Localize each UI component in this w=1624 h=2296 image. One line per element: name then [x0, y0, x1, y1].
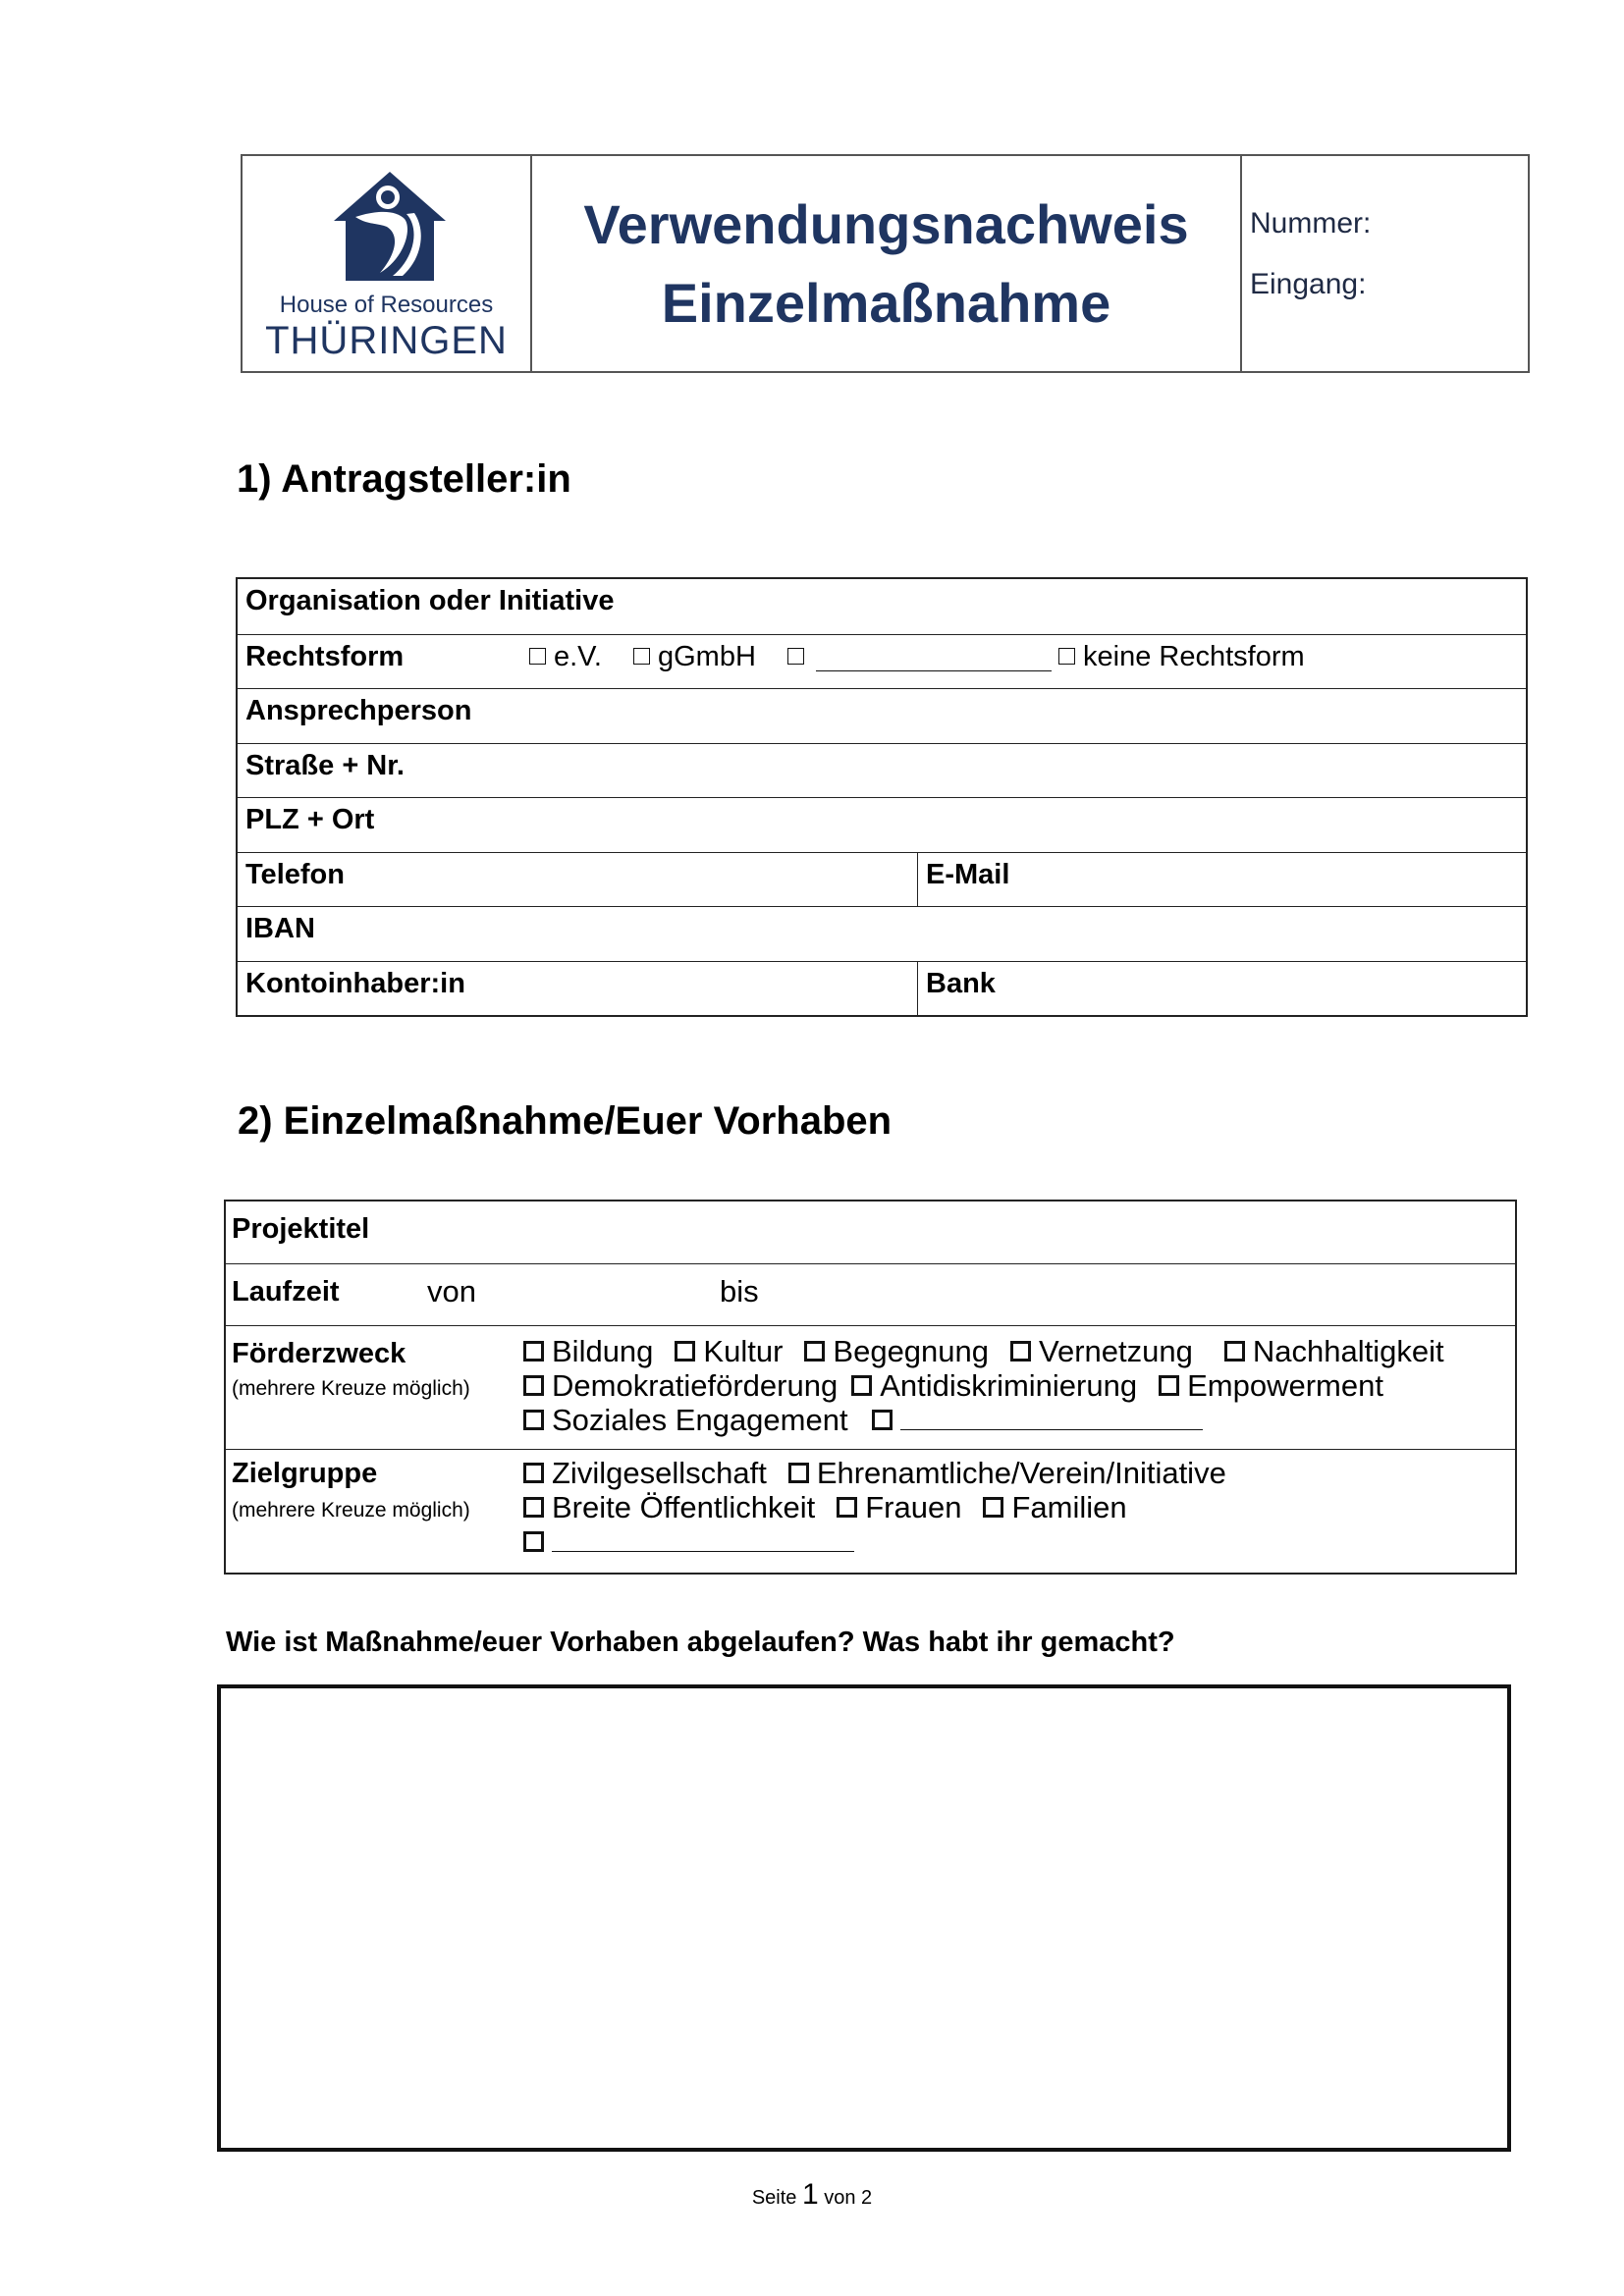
question-text: Wie ist Maßnahme/euer Vorhaben abgelaufen? Was habt ihr gemacht?: [226, 1627, 1175, 1658]
target-option-frauen[interactable]: Frauen: [837, 1490, 961, 1524]
document-title-line1: Verwendungsnachweis: [583, 193, 1189, 255]
footer-prefix: Seite: [751, 2187, 797, 2209]
iban-row[interactable]: [238, 906, 1526, 961]
meta-cell: [1242, 156, 1528, 371]
checkbox-icon[interactable]: [523, 1463, 544, 1483]
target-label: Zielgruppe: [232, 1458, 378, 1489]
house-logo-icon: [326, 170, 454, 283]
contact-label: Ansprechperson: [245, 695, 472, 726]
checkbox-icon[interactable]: [1224, 1341, 1245, 1362]
target-options: [523, 1456, 1248, 1559]
title-cell: [532, 156, 1242, 371]
purpose-options-line3: [523, 1403, 1466, 1437]
checkbox-icon[interactable]: [529, 648, 546, 665]
rechtsform-ggmbh-option[interactable]: gGmbH: [633, 641, 756, 673]
applicant-table: [236, 577, 1528, 1017]
purpose-option-vernetzung[interactable]: Vernetzung: [1010, 1334, 1193, 1368]
rechtsform-none-option[interactable]: keine Rechtsform: [1058, 641, 1305, 673]
purpose-option-other[interactable]: [872, 1403, 1203, 1437]
purpose-option-demokratie[interactable]: Demokratieförderung: [523, 1368, 838, 1403]
project-title-label: Projektitel: [232, 1213, 370, 1245]
checkbox-icon[interactable]: [983, 1497, 1003, 1518]
section1-title: 1) Antragsteller:in: [237, 457, 571, 501]
section2-title: 2) Einzelmaßnahme/Euer Vorhaben: [238, 1099, 893, 1143]
to-label: bis: [720, 1274, 759, 1308]
iban-label: IBAN: [245, 913, 315, 944]
purpose-option-bildung[interactable]: Bildung: [523, 1334, 653, 1368]
receipt-label: Eingang:: [1250, 268, 1367, 300]
organisation-row[interactable]: [238, 579, 1526, 634]
answer-textbox[interactable]: [217, 1684, 1511, 2152]
page-footer: [0, 2178, 1624, 2212]
target-row: [226, 1449, 1515, 1573]
project-title-row[interactable]: [226, 1201, 1515, 1263]
divider: [917, 853, 918, 907]
purpose-option-kultur[interactable]: Kultur: [675, 1334, 783, 1368]
document-title-line2: Einzelmaßnahme: [661, 272, 1111, 334]
purpose-note: (mehrere Kreuze möglich): [232, 1377, 470, 1400]
contact-row[interactable]: [238, 688, 1526, 743]
purpose-other-blank[interactable]: [900, 1408, 1203, 1430]
from-label: von: [427, 1274, 476, 1308]
target-option-familien[interactable]: Familien: [983, 1490, 1126, 1524]
purpose-option-begegnung[interactable]: Begegnung: [804, 1334, 989, 1368]
target-other-blank[interactable]: [552, 1529, 854, 1552]
account-bank-row[interactable]: [238, 961, 1526, 1016]
logo-text-thueringen: THÜRINGEN: [265, 319, 508, 362]
purpose-options-line1: [523, 1334, 1466, 1368]
checkbox-icon[interactable]: [872, 1410, 893, 1430]
header-box: [241, 154, 1530, 373]
checkbox-icon[interactable]: [523, 1375, 544, 1396]
checkbox-icon[interactable]: [804, 1341, 825, 1362]
rechtsform-ev-option[interactable]: e.V.: [529, 641, 602, 673]
checkbox-icon[interactable]: [523, 1341, 544, 1362]
target-option-zivilgesellschaft[interactable]: Zivilgesellschaft: [523, 1456, 767, 1490]
project-table: [224, 1200, 1517, 1575]
purpose-option-antidiskriminierung[interactable]: Antidiskriminierung: [851, 1368, 1137, 1403]
target-note: (mehrere Kreuze möglich): [232, 1499, 470, 1522]
rechtsform-row: [238, 634, 1526, 689]
rechtsform-label: Rechtsform: [245, 640, 405, 672]
rechtsform-other-blank[interactable]: [816, 670, 1052, 671]
target-option-other[interactable]: [523, 1524, 854, 1559]
footer-page-number: 1: [801, 2178, 819, 2211]
email-label: E-Mail: [926, 858, 1010, 890]
checkbox-icon[interactable]: [523, 1410, 544, 1430]
purpose-options-line2: [523, 1368, 1466, 1403]
purpose-row: [226, 1325, 1515, 1449]
target-options-line3: [523, 1524, 1248, 1559]
phone-label: Telefon: [245, 858, 345, 890]
target-option-ehrenamtliche[interactable]: Ehrenamtliche/Verein/Initiative: [788, 1456, 1226, 1490]
checkbox-icon[interactable]: [837, 1497, 857, 1518]
checkbox-icon[interactable]: [1058, 648, 1075, 665]
checkbox-icon[interactable]: [633, 648, 650, 665]
purpose-options: [523, 1334, 1466, 1437]
phone-email-row[interactable]: [238, 852, 1526, 907]
account-holder-label: Kontoinhaber:in: [245, 967, 465, 999]
number-label: Nummer:: [1250, 207, 1372, 240]
logo-text-house-of-resources: House of Resources: [279, 292, 494, 318]
duration-row[interactable]: [226, 1263, 1515, 1325]
checkbox-icon[interactable]: [523, 1531, 544, 1552]
duration-label: Laufzeit: [232, 1276, 340, 1308]
divider: [917, 962, 918, 1016]
bank-label: Bank: [926, 967, 996, 999]
organisation-label: Organisation oder Initiative: [245, 585, 615, 616]
target-option-oeffentlichkeit[interactable]: Breite Öffentlichkeit: [523, 1490, 815, 1524]
city-row[interactable]: [238, 797, 1526, 852]
checkbox-icon[interactable]: [788, 1463, 809, 1483]
target-options-line2: [523, 1490, 1248, 1524]
purpose-option-soziales-engagement[interactable]: Soziales Engagement: [523, 1403, 848, 1437]
street-row[interactable]: [238, 743, 1526, 798]
checkbox-icon[interactable]: [787, 648, 804, 665]
rechtsform-other-option[interactable]: [787, 641, 812, 673]
footer-suffix: von 2: [824, 2187, 873, 2209]
purpose-option-nachhaltigkeit[interactable]: Nachhaltigkeit: [1224, 1334, 1444, 1368]
city-label: PLZ + Ort: [245, 804, 375, 835]
checkbox-icon[interactable]: [1159, 1375, 1179, 1396]
checkbox-icon[interactable]: [1010, 1341, 1031, 1362]
checkbox-icon[interactable]: [851, 1375, 872, 1396]
checkbox-icon[interactable]: [523, 1497, 544, 1518]
street-label: Straße + Nr.: [245, 749, 405, 781]
purpose-label: Förderzweck: [232, 1338, 406, 1369]
logo-cell: [243, 156, 532, 371]
purpose-option-empowerment[interactable]: Empowerment: [1159, 1368, 1383, 1403]
target-options-line1: [523, 1456, 1248, 1490]
checkbox-icon[interactable]: [675, 1341, 695, 1362]
